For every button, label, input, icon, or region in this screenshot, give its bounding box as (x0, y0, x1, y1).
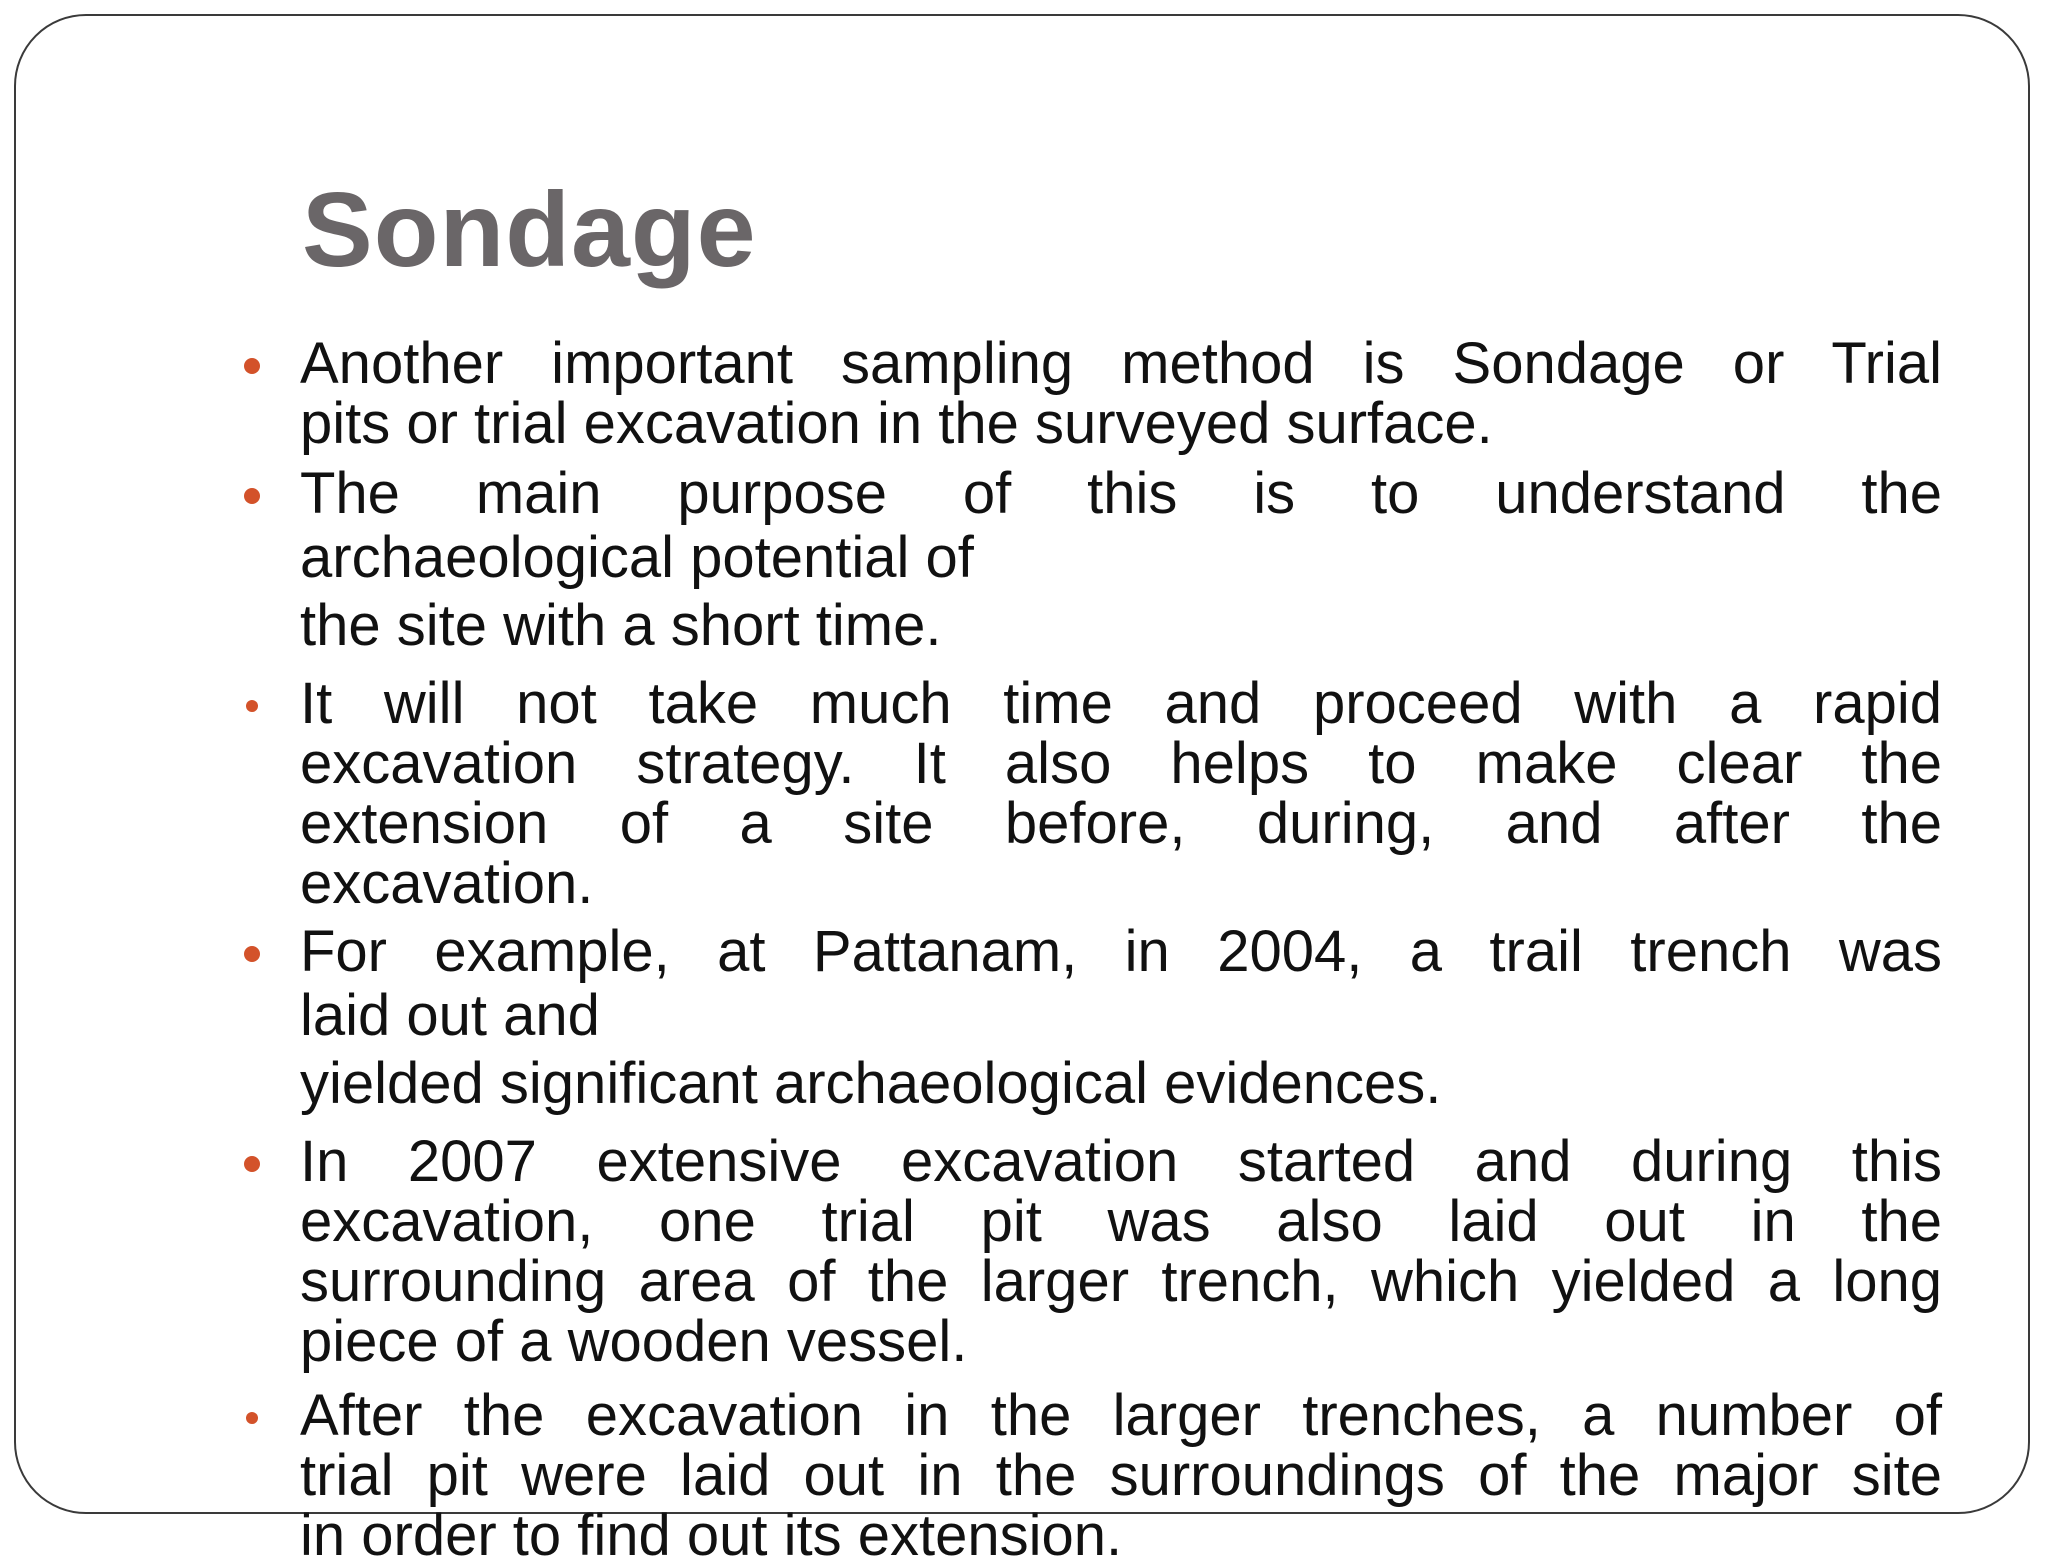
bullet-line: After the excavation in the larger trenches, a number of (300, 1383, 1942, 1448)
bullet-dot-icon (246, 700, 258, 712)
bullet-dot-icon (244, 488, 260, 504)
bullet-dot-icon (244, 946, 260, 962)
bullet-line: laid out and (300, 983, 600, 1048)
bullet-item-2 (238, 461, 1942, 660)
bullet-line: in order to find out its extension. (300, 1503, 1123, 1568)
bullet-list (238, 331, 1942, 1568)
bullet-dot-icon (244, 1156, 260, 1172)
bullet-dot-icon (246, 1412, 258, 1424)
bullet-line: surrounding area of the larger trench, which yielded a long (300, 1249, 1942, 1314)
bullet-line: excavation. (300, 851, 594, 916)
bullet-line: It will not take much time and proceed with a rapid (300, 671, 1942, 736)
bullet-line: yielded significant archaeological evidences. (300, 1051, 1442, 1116)
bullet-line: pits or trial excavation in the surveyed surface. (300, 391, 1493, 456)
bullet-item-6 (238, 1383, 1942, 1568)
bullet-line: For example, at Pattanam, in 2004, a trail trench was (300, 919, 1942, 984)
slide-title: Sondage (302, 171, 757, 289)
bullet-line: trial pit were laid out in the surroundings of the major site (300, 1443, 1942, 1508)
bullet-line: excavation strategy. It also helps to make clear the (300, 731, 1942, 796)
bullet-line: excavation, one trial pit was also laid out in the (300, 1189, 1942, 1254)
bullet-item-5 (238, 1129, 1942, 1374)
bullet-line: In 2007 extensive excavation started and during this (300, 1129, 1942, 1194)
bullet-dot-icon (244, 358, 260, 374)
bullet-item-3 (238, 671, 1942, 916)
bullet-item-1 (238, 331, 1942, 456)
slide-frame (14, 14, 2030, 1568)
bullet-item-4 (238, 919, 1942, 1118)
bullet-line: The main purpose of this is to understand the (300, 461, 1942, 526)
bullet-line: piece of a wooden vessel. (300, 1309, 968, 1374)
bullet-line: extension of a site before, during, and after the (300, 791, 1942, 856)
bullet-line: Another important sampling method is Sondage or Trial (300, 331, 1942, 396)
bullet-line: the site with a short time. (300, 593, 942, 658)
bullet-line: archaeological potential of (300, 525, 974, 590)
